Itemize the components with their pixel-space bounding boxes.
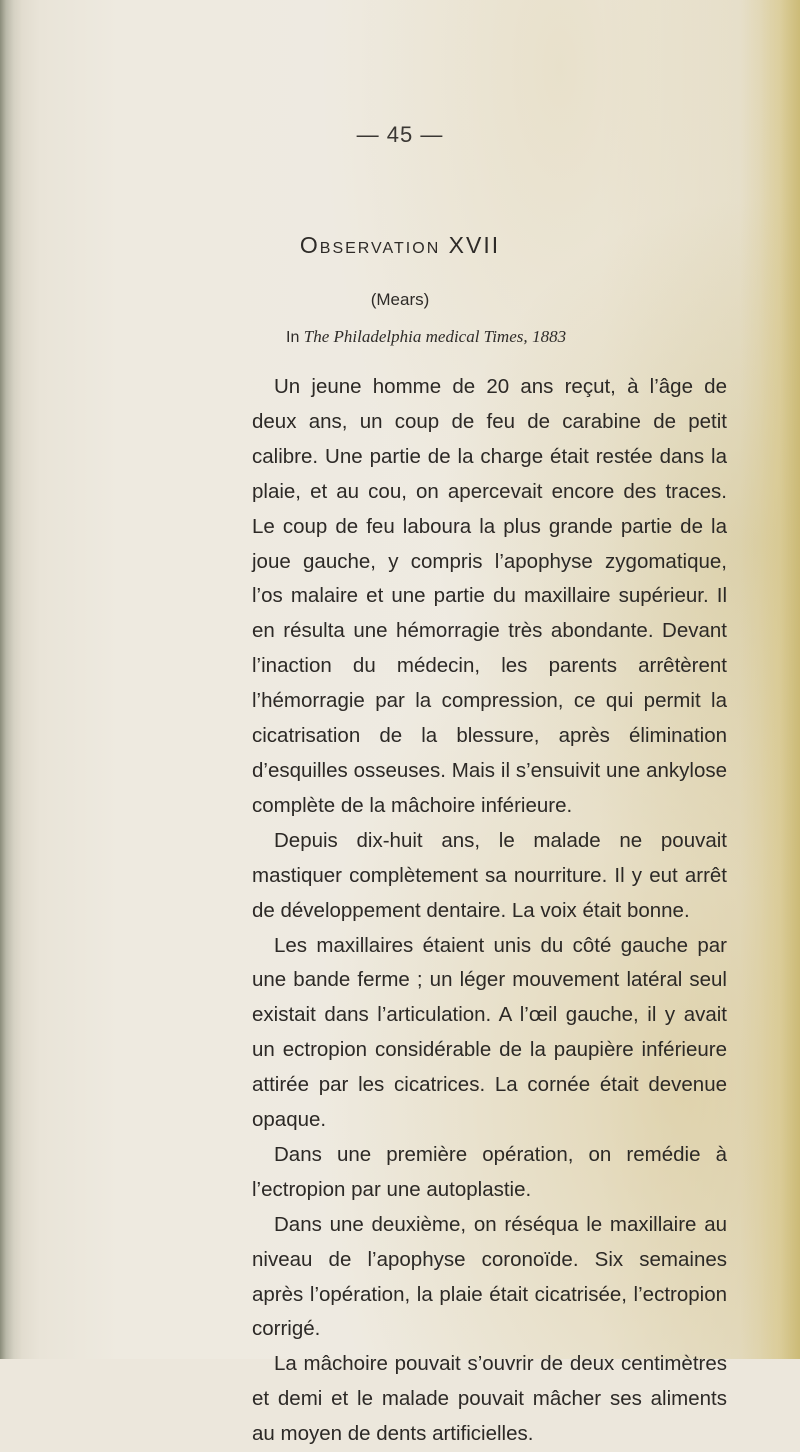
source-prefix: In xyxy=(286,329,300,346)
paragraph: Un jeune homme de 20 ans reçut, à l’âge de deux ans, un coup de feu de carabine de petit calibre. Une partie de la charge était restée dans la plaie, et au cou, on apercevait encore des traces. Le coup de feu laboura la plus grande partie de la joue gauche, y compris l’apophyse zygomatique, l’os malaire et une partie du maxillaire supérieur. Il en résulta une hémorragie très abondante. Devant l’inaction du médecin, les parents arrêtèrent l’hémorragie par la compression, ce qui permit la cicatrisation de la blessure, après élimination d’esquilles osseuses. Mais il s’ensuivit une ankylose complète de la mâchoire inférieure. xyxy=(252,375,727,817)
source-citation xyxy=(286,327,686,347)
page-stain-edge xyxy=(740,0,800,1359)
paragraph: Dans une première opération, on remédie à l’ectropion par une autoplastie. xyxy=(252,1142,727,1201)
observation-body xyxy=(252,370,727,1452)
observation-author: (Mears) xyxy=(370,290,430,309)
paragraph: La mâchoire pouvait s’ouvrir de deux centimètres et demi et le malade pouvait mâcher ses aliments au moyen de dents artificielles. xyxy=(252,1352,727,1446)
paragraph: Les maxillaires étaient unis du côté gauche par une bande ferme ; un léger mouvement latéral seul existait dans l’articulation. A l’œil gauche, il y avait un ectropion considérable de la paupière inférieure attirée par les cicatrices. La cornée était devenue opaque. xyxy=(252,933,727,1132)
observation-title: Observation XVII xyxy=(299,232,501,258)
source-journal: The Philadelphia medical Times, xyxy=(303,327,528,346)
page-binding-edge xyxy=(0,0,22,1359)
page-number: — 45 — xyxy=(356,122,444,147)
paragraph: Dans une deuxième, on réséqua le maxillaire au niveau de l’apophyse coronoïde. Six semaines après l’opération, la plaie était cicatrisée, l’ectropion corrigé. xyxy=(252,1212,727,1341)
source-year: 1883 xyxy=(532,327,567,346)
paragraph: Depuis dix-huit ans, le malade ne pouvait mastiquer complètement sa nourriture. Il y eut arrêt de développement dentaire. La voix était bonne. xyxy=(252,828,727,922)
